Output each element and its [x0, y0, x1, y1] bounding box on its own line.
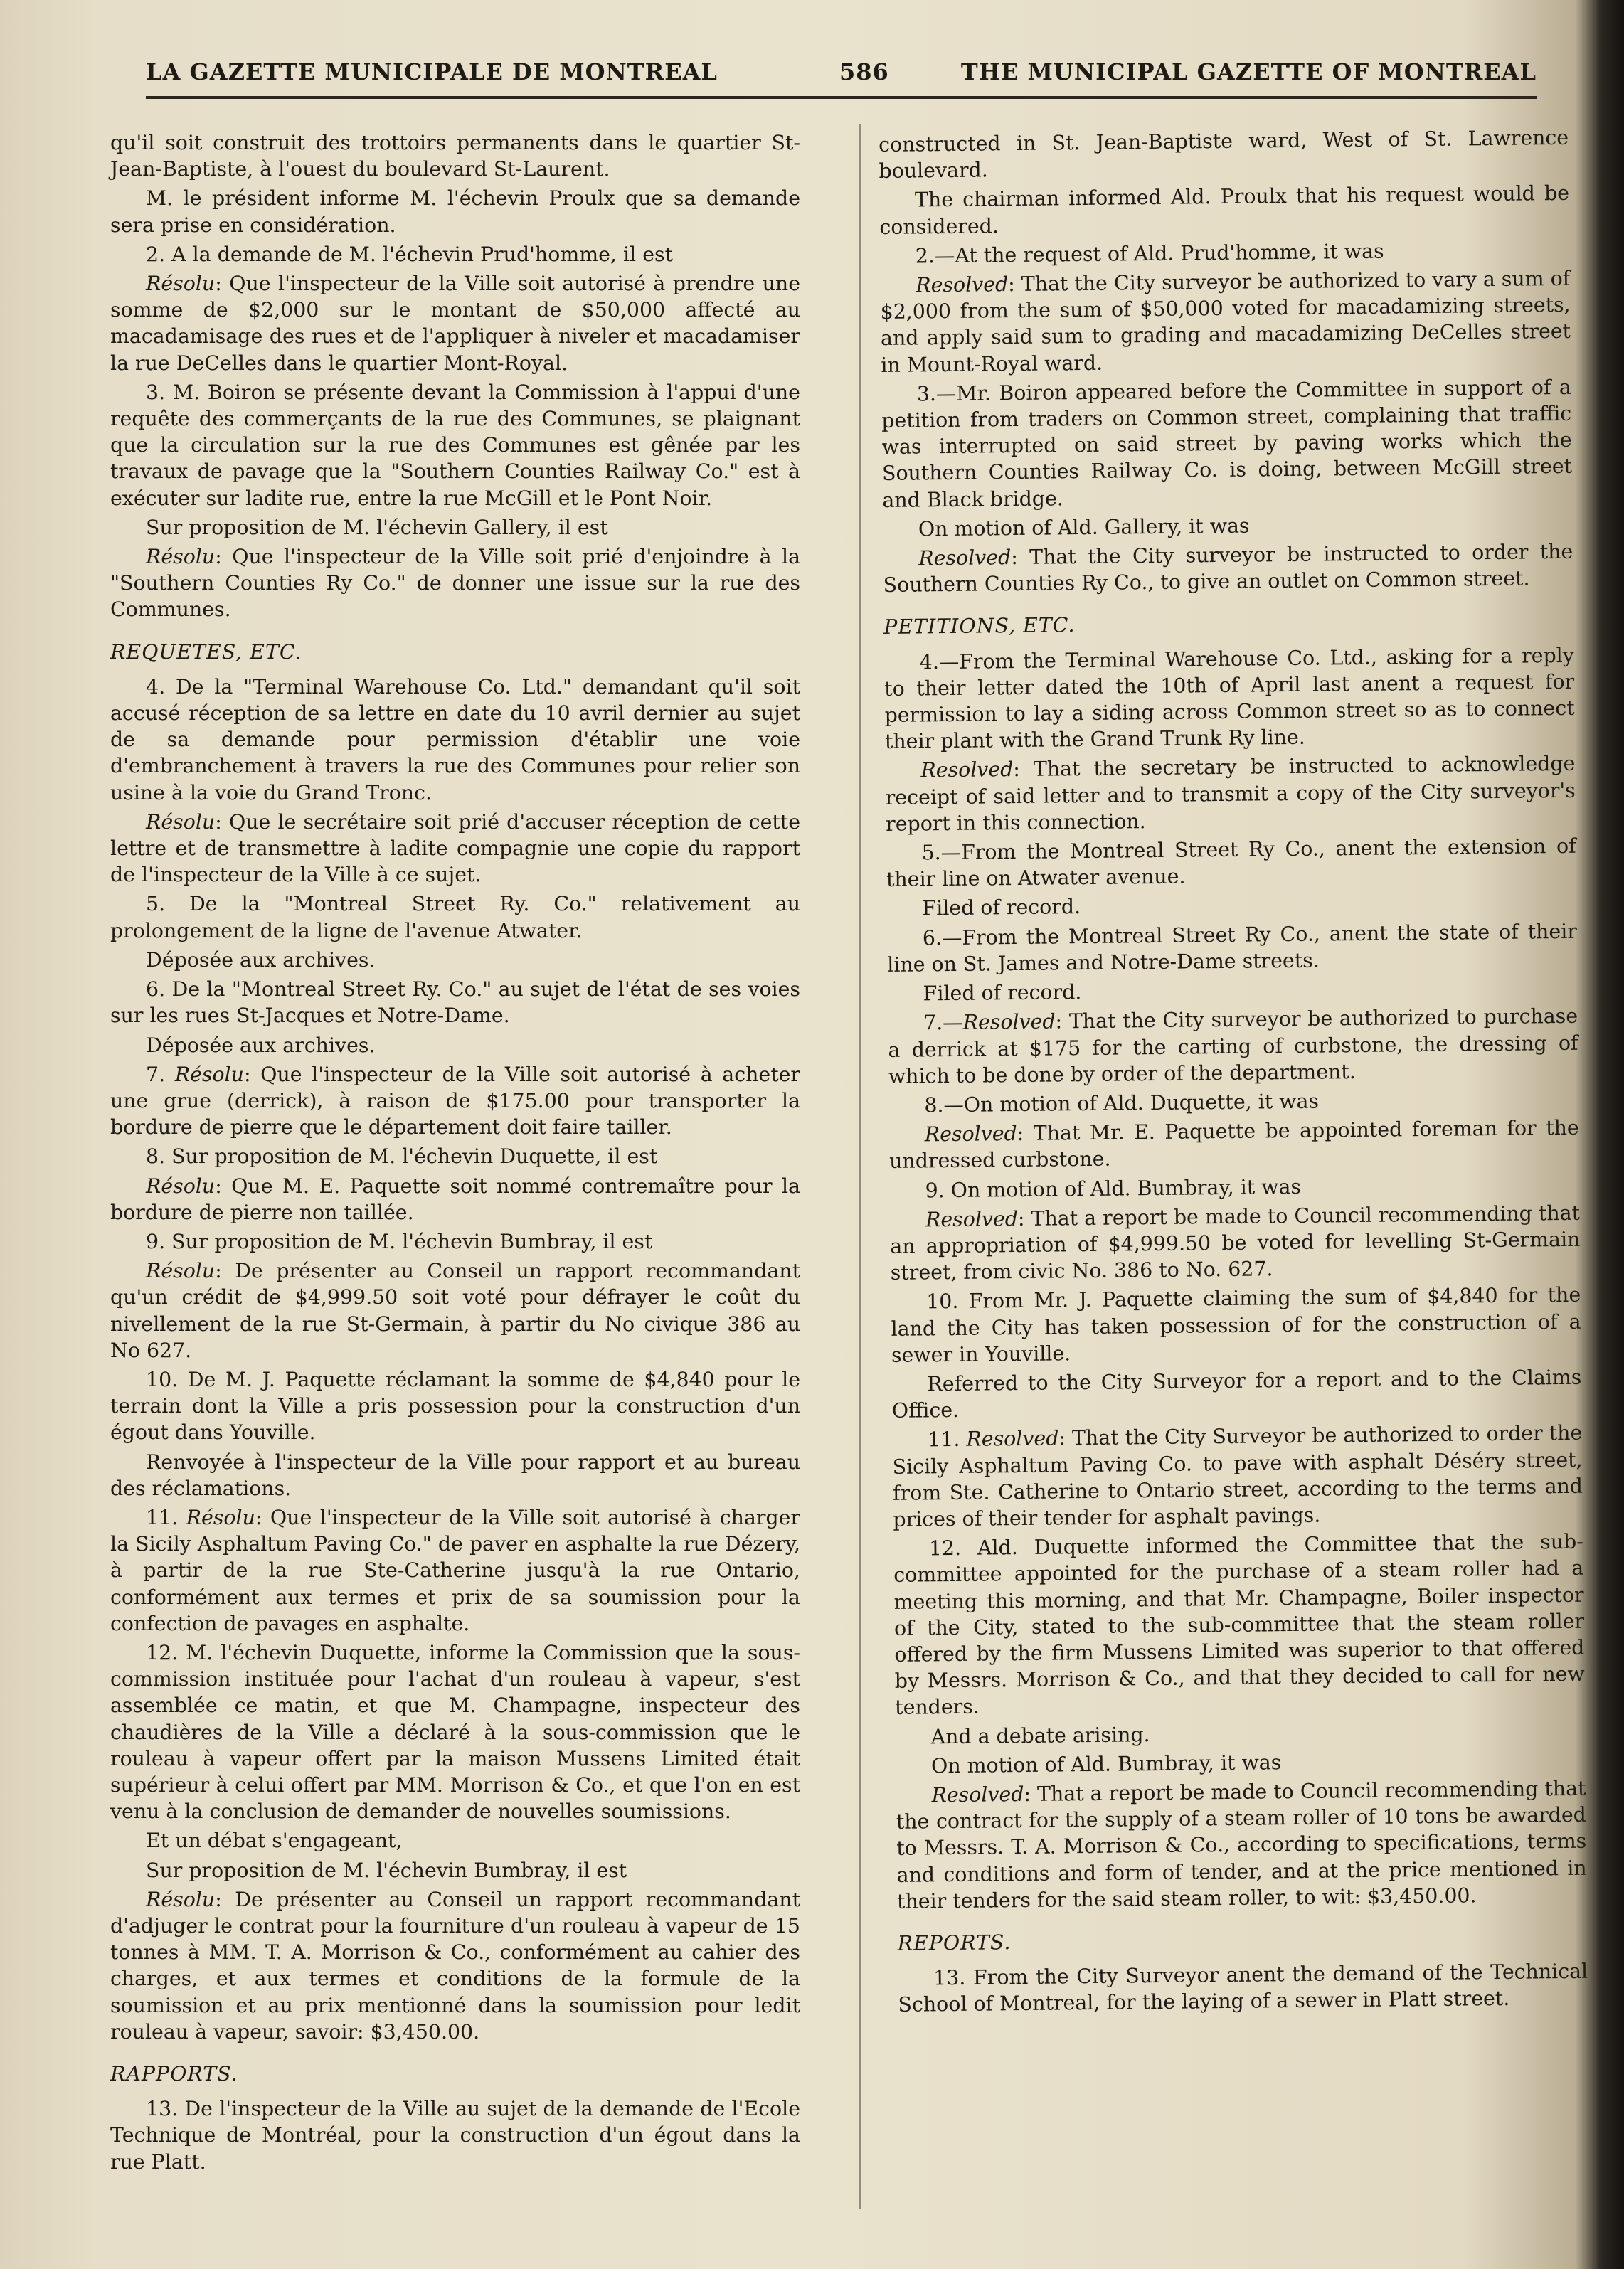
paragraph	[110, 270, 800, 376]
paragraph: 12. Ald. Duquette informed the Committee that the sub-committee appointed for the purchase of a steam roller had a meeting this morning, and that Mr. Champagne, Boiler inspector of the City, stated to the sub-committee that the steam roller offered by the firm Mussens Limited was superior to that offered by Messrs. Morrison & Co., and that they decided to call for new tenders.	[893, 1529, 1585, 1720]
paragraph: 5. De la "Montreal Street Ry. Co." relativement au prolongement de la ligne de l'avenue Atwater.	[110, 892, 800, 942]
paragraph: 9. Sur proposition de M. l'échevin Bumbray, il est	[146, 1229, 653, 1253]
resolution-label: Résolu	[146, 1174, 216, 1198]
paragraph: 6. De la "Montreal Street Ry. Co." au sujet de l'état de ses voies sur les rues St-Jacques et Notre-Dame.	[110, 977, 800, 1028]
resolution-label: Resolved	[931, 1782, 1024, 1807]
paragraph-text: : Que le secrétaire soit prié d'accuser réception de cette lettre et de transmettre à ladite compagnie une copie du rapport de l'inspecteur de la Ville à ce sujet.	[110, 809, 800, 887]
item-number: 11.	[146, 1505, 179, 1529]
paragraph: Filed of record.	[923, 980, 1082, 1006]
paragraph-text: : That the secretary be instructed to acknowledge receipt of said letter and to transmit a copy of the City surveyor's report in this connection.	[885, 752, 1576, 836]
paragraph: Et un débat s'engageant,	[146, 1829, 403, 1853]
paragraph: 5.—From the Montreal Street Ry Co., anent the extension of their line on Atwater avenue.	[886, 834, 1576, 892]
paragraph	[110, 809, 800, 888]
paragraph-text: : Que l'inspecteur de la Ville soit prié d'enjoindre à la "Southern Counties Ry Co." de donner une issue sur la rue des Communes.	[110, 545, 800, 622]
resolution-label: Resolved	[925, 1206, 1019, 1232]
paragraph: Déposée aux archives.	[146, 947, 376, 972]
paragraph: Déposée aux archives.	[146, 1033, 376, 1057]
paragraph-text: : That the City surveyor be authorized to vary a sum of $2,000 from the sum of $50,000 voted for macadamizing streets, and apply said sum to grading and macadamizing DeCelles street in Mount-Royal ward.	[880, 266, 1571, 377]
paragraph: And a debate arising.	[930, 1722, 1150, 1748]
paragraph: 4. De la "Terminal Warehouse Co. Ltd." demandant qu'il soit accusé réception de sa lettre en date du 10 avril dernier au sujet de sa demande pour permission d'établir une voie d'embranchement à travers la rue des Communes pour relier son usine à la voie du Grand Tronc.	[110, 674, 800, 804]
paragraph: On motion of Ald. Gallery, it was	[918, 514, 1250, 541]
paragraph: 2.—At the request of Ald. Prud'homme, it was	[915, 239, 1384, 268]
paragraph	[110, 1173, 800, 1226]
paragraph-text: : Que M. E. Paquette soit nommé contremaître pour la bordure de pierre non taillée.	[110, 1174, 800, 1224]
paragraph	[110, 1061, 800, 1141]
resolution-label: Résolu	[146, 809, 216, 834]
paragraph	[110, 1258, 800, 1364]
resolution-label: Résolu	[146, 1887, 216, 1911]
paragraph	[110, 1504, 800, 1637]
paragraph: 10. From Mr. J. Paquette claiming the sum of $4,840 for the land the City has taken possession of for the construction of a sewer in Youville.	[891, 1283, 1581, 1367]
paragraph-text: : That Mr. E. Paquette be appointed foreman for the undressed curbstone.	[888, 1115, 1579, 1174]
paragraph: 9. On motion of Ald. Bumbray, it was	[925, 1174, 1302, 1202]
paragraph: 13. From the City Surveyor anent the demand of the Technical School of Montreal, for the laying of a sewer in Platt street.	[898, 1959, 1588, 2017]
paragraph-text: : That a report be made to Council recommending that an appropriation of $4,999.50 be voted for levelling St-Germain street, from civic No. 386 to No. 627.	[890, 1201, 1581, 1285]
paragraph-text: : De présenter au Conseil un rapport recommandant d'adjuger le contrat pour la fourniture d'un rouleau à vapeur de 15 tonnes à MM. T. A. Morrison & Co., conformément au cahier des charges, et aux termes et conditions de la formule de la soumission et au prix mentionné dans la soumission pour ledit rouleau à vapeur, savoir: $3,450.00.	[110, 1887, 800, 2044]
paragraph: Referred to the City Surveyor for a report and to the Claims Office.	[891, 1365, 1582, 1423]
paragraph-text: : That a report be made to Council recommending that the contract for the supply of a steam roller of 10 tons be awarded to Messrs. T. A. Morrison & Co., according to specifications, terms and conditions and form of tender, and at the price mentioned in their tenders for the said steam roller, to wit: $3,450.00.	[896, 1776, 1587, 1913]
paragraph: constructed in St. Jean-Baptiste ward, West of St. Lawrence boulevard.	[879, 125, 1569, 184]
paragraph: 4.—From the Terminal Warehouse Co. Ltd., asking for a reply to their letter dated the 10th of April last anent a request for permission to lay a siding across Common street so as to connect their plant with the Grand Trunk Ry line.	[884, 643, 1575, 754]
section-heading: REQUETES, ETC.	[110, 639, 302, 664]
paragraph-text: : Que l'inspecteur de la Ville soit autorisé à charger la Sicily Asphaltum Paving Co." de paver en asphalte la rue Dézery, à partir de la rue Ste-Catherine jusqu'à la rue Ontario, conformément aux termes et prix de sa soumission pour la confection de pavages en asphalte.	[110, 1505, 801, 1635]
column-divider	[859, 124, 861, 2209]
resolution-label: Resolved	[924, 1122, 1017, 1147]
page-number: 586	[839, 58, 889, 85]
paragraph	[889, 1115, 1580, 1175]
section-heading: PETITIONS, ETC.	[883, 613, 1076, 639]
paragraph	[880, 265, 1571, 378]
item-number: 7.—	[923, 1011, 963, 1035]
paragraph	[110, 543, 800, 623]
paragraph: Renvoyée à l'inspecteur de la Ville pour rapport et au bureau des réclamations.	[110, 1450, 800, 1500]
paragraph: 2. A la demande de M. l'échevin Prud'homme, il est	[146, 242, 673, 266]
section-heading: REPORTS.	[897, 1930, 1012, 1955]
paragraph-text: : That the City surveyor be instructed to order the Southern Counties Ry Co., to give an outlet on Common street.	[883, 539, 1573, 597]
resolution-label: Resolved	[962, 1009, 1056, 1035]
paragraph: 13. De l'inspecteur de la Ville au sujet de la demande de l'Ecole Technique de Montréal, pour la construction d'un égout dans la rue Platt.	[110, 2097, 800, 2174]
resolution-label: Résolu	[146, 1259, 216, 1283]
paragraph: On motion of Ald. Bumbray, it was	[930, 1750, 1282, 1778]
section-heading: RAPPORTS.	[110, 2062, 238, 2086]
french-column	[110, 129, 800, 2178]
header-rule	[146, 96, 1537, 99]
page-header	[146, 58, 1537, 101]
resolution-label: Resolved	[916, 272, 1009, 297]
paragraph: M. le président informe M. l'échevin Proulx que sa demande sera prise en considération.	[110, 186, 800, 237]
paragraph: 8. Sur proposition de M. l'échevin Duquette, il est	[146, 1144, 658, 1169]
paragraph	[890, 1199, 1581, 1286]
paragraph	[896, 1775, 1587, 1915]
paragraph-text: : De présenter au Conseil un rapport recommandant qu'un crédit de $4,999.50 soit voté pour défrayer le coût du nivellement de la rue St-Germain, à partir du No civique 386 au No 627.	[110, 1259, 800, 1362]
english-masthead: THE MUNICIPAL GAZETTE OF MONTREAL	[960, 58, 1537, 85]
paragraph	[888, 1003, 1578, 1090]
item-number: 11.	[928, 1428, 960, 1452]
french-masthead: LA GAZETTE MUNICIPALE DE MONTREAL	[146, 58, 718, 85]
english-column	[879, 124, 1588, 2021]
resolution-label: Résolu	[146, 272, 216, 296]
paragraph: 12. M. l'échevin Duquette, informe la Commission que la sous-commission instituée pour l'achat d'un rouleau à vapeur, s'est assemblée ce matin, et que M. Champagne, inspecteur des chaudières de la Ville a déclaré à la sous-commission que le rouleau à vapeur offert par la maison Mussens Limited était supérieur à celui offert par MM. Morrison & Co., et que l'on en est venu à la conclusion de demander de nouvelles soumissions.	[110, 1640, 800, 1824]
resolution-label: Résolu	[146, 545, 216, 569]
paragraph: qu'il soit construit des trottoirs permanents dans le quartier St-Jean-Baptiste, à l'ouest du boulevard St-Laurent.	[110, 131, 800, 181]
paragraph-text: : That the City surveyor be authorized to purchase a derrick at $175 for the carting of curbstone, the dressing of which to be done by order of the department.	[888, 1004, 1578, 1088]
paragraph-text: : Que l'inspecteur de la Ville soit autorisé à prendre une somme de $2,000 sur le montant de $50,000 affecté au macadamisage des rues et de l'appliquer à niveler et macadamiser la rue DeCelles dans le quartier Mont-Royal.	[110, 272, 800, 375]
paragraph: 10. De M. J. Paquette réclamant la somme de $4,840 pour le terrain dont la Ville a pris possession pour la construction d'un égout dans Youville.	[110, 1367, 800, 1445]
paragraph: The chairman informed Ald. Proulx that his request would be considered.	[879, 181, 1570, 239]
resolution-label: Resolved	[920, 758, 1014, 782]
paragraph: Sur proposition de M. l'échevin Bumbray, il est	[146, 1858, 627, 1882]
paragraph	[885, 750, 1576, 837]
item-number: 7.	[146, 1062, 166, 1086]
resolution-label: Résolu	[186, 1505, 255, 1529]
paragraph	[892, 1420, 1583, 1533]
paragraph: Sur proposition de M. l'échevin Gallery, il est	[146, 515, 608, 539]
paragraph	[883, 538, 1573, 599]
resolution-label: Resolved	[966, 1426, 1059, 1452]
paragraph: 3. M. Boiron se présente devant la Commission à l'appui d'une requête des commerçants de la rue des Communes, se plaignant que la circulation sur la rue des Communes est gênée par les travaux de pavage que la "Southern Counties Railway Co." est à exécuter sur ladite rue, entre la rue McGill et le Pont Noir.	[110, 380, 800, 510]
resolution-label: Resolved	[918, 546, 1012, 570]
paragraph: 8.—On motion of Ald. Duquette, it was	[924, 1089, 1320, 1117]
paragraph-text: : That the City Surveyor be authorized to order the Sicily Asphaltum Paving Co. to pave with asphalt Déséry street, from Ste. Catherine to Ontario street, according to the terms and prices of their tender for asphalt pavings.	[892, 1421, 1583, 1531]
paragraph	[110, 1886, 800, 2045]
resolution-label: Résolu	[174, 1062, 244, 1086]
paragraph: 3.—Mr. Boiron appeared before the Committee in support of a petition from traders on Common street, complaining that traffic was interrupted on said street by paving works which the Southern Counties Railway Co. is doing, between McGill street and Black bridge.	[881, 375, 1573, 512]
paragraph: 6.—From the Montreal Street Ry Co., anent the state of their line on St. James and Notre-Dame streets.	[887, 919, 1577, 977]
paragraph: Filed of record.	[922, 895, 1081, 920]
paragraph-text: : Que l'inspecteur de la Ville soit autorisé à acheter une grue (derrick), à raison de $175.00 pour transporter la bordure de pierre que le département doit faire tailler.	[110, 1062, 800, 1139]
